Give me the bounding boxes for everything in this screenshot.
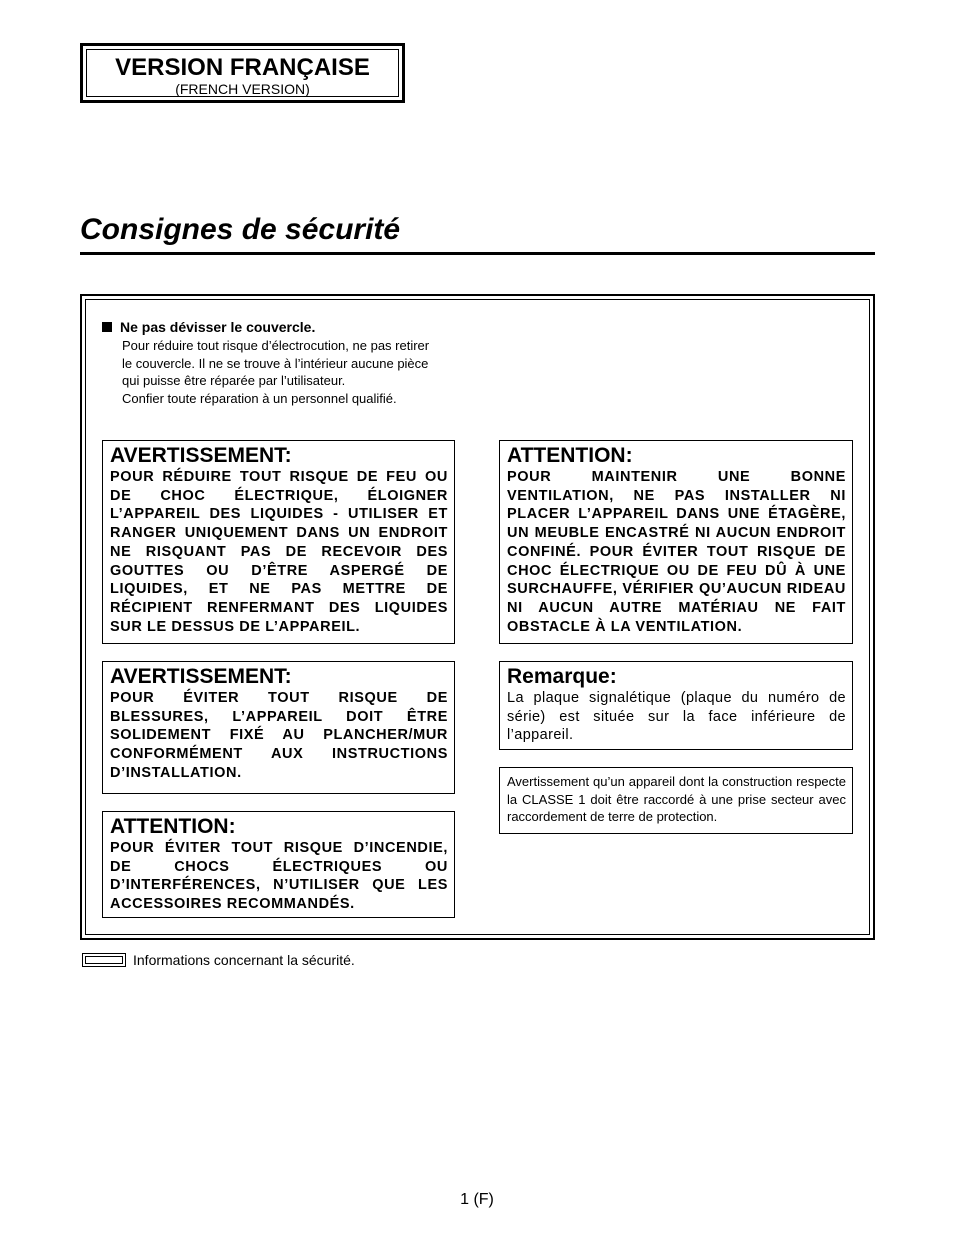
attention-heading: ATTENTION: [507, 444, 633, 467]
attention-body: POUR ÉVITER TOUT RISQUE D’INCENDIE, DE CHOCS ÉLECTRIQUES OU D’INTERFÉRENCES, N’UTILISER QUE LES ACCESSOIRES RECOMMANDÉS. [110, 840, 448, 913]
double-frame-icon [82, 953, 126, 967]
attention-box-accessories [102, 811, 455, 918]
cover-notice-line: Confier toute réparation à un personnel qualifié. [122, 390, 397, 406]
remark-heading: Remarque: [507, 665, 617, 688]
remark-body: La plaque signalétique (plaque du numéro de série) est située sur la face inférieure de l’appareil. [507, 690, 846, 743]
attention-heading: ATTENTION: [110, 815, 236, 838]
warning-heading: AVERTISSEMENT: [110, 665, 292, 688]
version-box [80, 43, 405, 103]
version-subtitle: (FRENCH VERSION) [175, 81, 310, 97]
safety-legend-label: Informations concernant la sécurité. [133, 952, 355, 968]
warning-box-mounting [102, 661, 455, 794]
cover-notice-line: le couvercle. Il ne se trouve à l’intérieur aucune pièce [122, 355, 429, 371]
cover-notice [102, 318, 472, 407]
cover-notice-line: Pour réduire tout risque d’électrocution, ne pas retirer [122, 338, 430, 353]
title-rule [80, 252, 875, 255]
page-title: Consignes de sécurité [80, 213, 401, 246]
cover-notice-heading: Ne pas dévisser le couvercle. [120, 319, 316, 335]
cover-notice-heading-row [102, 318, 472, 336]
cover-notice-body [102, 337, 472, 407]
version-box-inner [86, 49, 399, 97]
page-number: 1 (F) [460, 1191, 494, 1208]
warning-body: POUR RÉDUIRE TOUT RISQUE DE FEU OU DE CHOC ÉLECTRIQUE, ÉLOIGNER L’APPAREIL DES LIQUIDES - UTILISER ET RANGER UNIQUEMENT DANS UN ENDROIT NE RISQUANT PAS DE RECEVOIR DES GOUTTES OU D’ÊTRE ASPERGÉ DE LIQUIDES, ET NE PAS METTRE DE RÉCIPIENT RENFERMANT DES LIQUIDES SUR LE DESSUS DE L’APPAREIL. [110, 469, 448, 635]
class-one-notice-box [499, 767, 853, 834]
class-one-notice-body: Avertissement qu’un appareil dont la construction respecte la CLASSE 1 doit être raccordé à une prise secteur avec raccordement de terre de protection. [507, 774, 846, 824]
warning-body: POUR ÉVITER TOUT RISQUE DE BLESSURES, L’APPAREIL DOIT ÊTRE SOLIDEMENT FIXÉ AU PLANCHER/MUR CONFORMÉMENT AUX INSTRUCTIONS D’INSTALLATION. [110, 690, 448, 781]
attention-body: POUR MAINTENIR UNE BONNE VENTILATION, NE PAS INSTALLER NI PLACER L’APPAREIL DANS UNE ÉTAGÈRE, UN MEUBLE ENCASTRÉ NI AUCUN ENDROIT CONFINÉ. POUR ÉVITER TOUT RISQUE DE CHOC ÉLECTRIQUE OU DE FEU DÛ À UNE SURCHAUFFE, VÉRIFIER QU’AUCUN RIDEAU NI AUCUN AUTRE MATÉRIAU NE FAIT OBSTACLE À LA VENTILATION. [507, 469, 846, 635]
remark-box [499, 661, 853, 750]
black-square-icon [102, 322, 112, 332]
warning-heading: AVERTISSEMENT: [110, 444, 292, 467]
warning-box-liquids [102, 440, 455, 644]
cover-notice-line: qui puisse être réparée par l’utilisateur. [122, 373, 346, 388]
attention-box-ventilation [499, 440, 853, 644]
version-title: VERSION FRANÇAISE [115, 54, 370, 81]
